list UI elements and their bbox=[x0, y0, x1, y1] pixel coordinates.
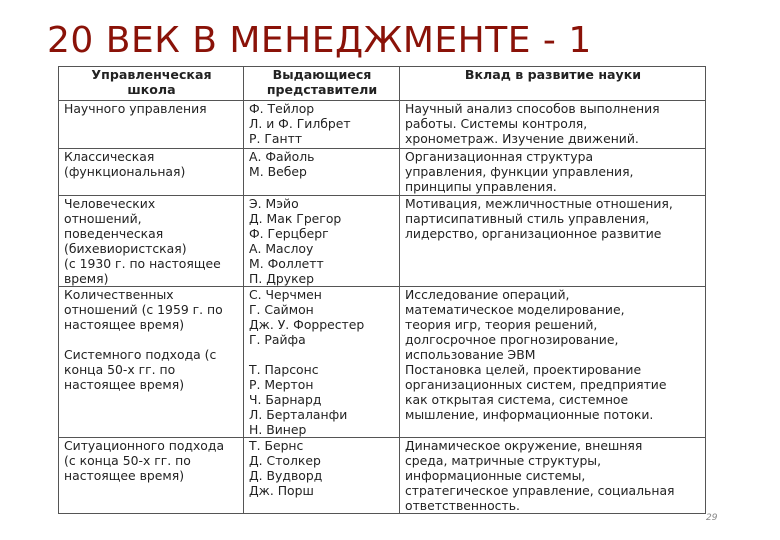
page-number: 29 bbox=[706, 513, 718, 523]
cell-line: А. Маслоу bbox=[249, 241, 314, 256]
cell-line: среда, матричные структуры, bbox=[405, 453, 602, 468]
cell-line: партисипативный стиль управления, bbox=[405, 211, 650, 226]
header-contribution bbox=[400, 67, 706, 101]
cell-line: П. Друкер bbox=[249, 271, 315, 286]
cell-line: Н. Винер bbox=[249, 422, 307, 437]
cell-line: Ситуационного подхода bbox=[64, 438, 225, 453]
cell-line: теория игр, теория решений, bbox=[405, 317, 598, 332]
cell-line: Системного подхода (с bbox=[64, 347, 217, 362]
cell-line: Л. и Ф. Гилбрет bbox=[249, 116, 351, 131]
cell-line: Дж. У. Форрестер bbox=[249, 317, 365, 332]
cell-contribution bbox=[400, 287, 706, 438]
cell-line: (бихевиористская) bbox=[64, 241, 187, 256]
cell-people bbox=[244, 101, 400, 149]
cell-line: Д. Столкер bbox=[249, 453, 321, 468]
cell-line: М. Фоллетт bbox=[249, 256, 324, 271]
cell-line: конца 50-х гг. по bbox=[64, 362, 176, 377]
cell-contribution bbox=[400, 149, 706, 196]
cell-line: Л. Берталанфи bbox=[249, 407, 348, 422]
cell-line: (с 1930 г. по настоящее bbox=[64, 256, 221, 271]
cell-people bbox=[244, 149, 400, 196]
slide-title: 20 ВЕК В МЕНЕДЖМЕНТЕ - 1 bbox=[47, 20, 592, 61]
cell-line: А. Файоль bbox=[249, 149, 315, 164]
cell-line: Количественных bbox=[64, 287, 174, 302]
cell-line: мышление, информационные потоки. bbox=[405, 407, 654, 422]
cell-line: представители bbox=[266, 82, 378, 97]
cell-line: Э. Мэйо bbox=[249, 196, 299, 211]
cell-line: Постановка целей, проектирование bbox=[405, 362, 642, 377]
cell-line: Организационная структура bbox=[405, 149, 594, 164]
cell-line: ответственность. bbox=[405, 498, 520, 513]
cell-line: Ф. Герцберг bbox=[249, 226, 329, 241]
cell-line: Исследование операций, bbox=[405, 287, 570, 302]
cell-line: хронометраж. Изучение движений. bbox=[405, 131, 639, 146]
cell-line: информационные системы, bbox=[405, 468, 586, 483]
cell-line: принципы управления. bbox=[405, 179, 557, 194]
table-row bbox=[59, 101, 706, 149]
cell-line: Вклад в развитие науки bbox=[464, 67, 642, 82]
cell-contribution bbox=[400, 438, 706, 514]
cell-line: Т. Парсонс bbox=[249, 362, 319, 377]
cell-line: Р. Гантт bbox=[249, 131, 303, 146]
cell-line: стратегическое управление, социальная bbox=[405, 483, 675, 498]
cell-line: Классическая bbox=[64, 149, 155, 164]
cell-line: Р. Мертон bbox=[249, 377, 314, 392]
cell-people bbox=[244, 438, 400, 514]
cell-line: использование ЭВМ bbox=[405, 347, 536, 362]
cell-people bbox=[244, 196, 400, 287]
cell-school bbox=[59, 149, 244, 196]
cell-line: математическое моделирование, bbox=[405, 302, 625, 317]
line-gap bbox=[249, 347, 395, 362]
cell-line: Г. Райфа bbox=[249, 332, 306, 347]
cell-line: Д. Вудворд bbox=[249, 468, 323, 483]
cell-line: организационных систем, предприятие bbox=[405, 377, 667, 392]
cell-contribution bbox=[400, 196, 706, 287]
header-school bbox=[59, 67, 244, 101]
cell-line: М. Вебер bbox=[249, 164, 307, 179]
cell-school bbox=[59, 196, 244, 287]
cell-line: настоящее время) bbox=[64, 468, 185, 483]
cell-line: настоящее время) bbox=[64, 377, 185, 392]
cell-line: Выдающиеся bbox=[272, 67, 372, 82]
line-gap bbox=[64, 332, 239, 347]
cell-people bbox=[244, 287, 400, 438]
cell-line: настоящее время) bbox=[64, 317, 185, 332]
cell-line: поведенческая bbox=[64, 226, 164, 241]
table-row bbox=[59, 149, 706, 196]
cell-line: Динамическое окружение, внешняя bbox=[405, 438, 643, 453]
cell-line: Научный анализ способов выполнения bbox=[405, 101, 660, 116]
cell-line: Т. Бернс bbox=[249, 438, 304, 453]
cell-line: время) bbox=[64, 271, 109, 286]
table-row bbox=[59, 287, 706, 438]
cell-line: отношений (с 1959 г. по bbox=[64, 302, 223, 317]
cell-line: Ф. Тейлор bbox=[249, 101, 315, 116]
cell-line: Управленческая bbox=[91, 67, 212, 82]
cell-school bbox=[59, 101, 244, 149]
cell-line: школа bbox=[127, 82, 176, 97]
cell-line: отношений, bbox=[64, 211, 142, 226]
cell-line: лидерство, организационное развитие bbox=[405, 226, 662, 241]
cell-school bbox=[59, 438, 244, 514]
cell-line: управления, функции управления, bbox=[405, 164, 634, 179]
cell-line: Дж. Порш bbox=[249, 483, 314, 498]
table-row bbox=[59, 438, 706, 514]
cell-line: (с конца 50-х гг. по bbox=[64, 453, 191, 468]
cell-line: Человеческих bbox=[64, 196, 156, 211]
cell-contribution bbox=[400, 101, 706, 149]
cell-school bbox=[59, 287, 244, 438]
header-representatives bbox=[244, 67, 400, 101]
cell-line: Научного управления bbox=[64, 101, 207, 116]
table-row bbox=[59, 196, 706, 287]
cell-line: Г. Саймон bbox=[249, 302, 314, 317]
management-schools-table bbox=[58, 66, 706, 514]
cell-line: работы. Системы контроля, bbox=[405, 116, 588, 131]
cell-line: С. Черчмен bbox=[249, 287, 322, 302]
cell-line: как открытая система, системное bbox=[405, 392, 629, 407]
cell-line: Д. Мак Грегор bbox=[249, 211, 342, 226]
table-header-row bbox=[59, 67, 706, 101]
cell-line: Ч. Барнард bbox=[249, 392, 322, 407]
cell-line: долгосрочное прогнозирование, bbox=[405, 332, 619, 347]
cell-line: Мотивация, межличностные отношения, bbox=[405, 196, 673, 211]
cell-line: (функциональная) bbox=[64, 164, 186, 179]
